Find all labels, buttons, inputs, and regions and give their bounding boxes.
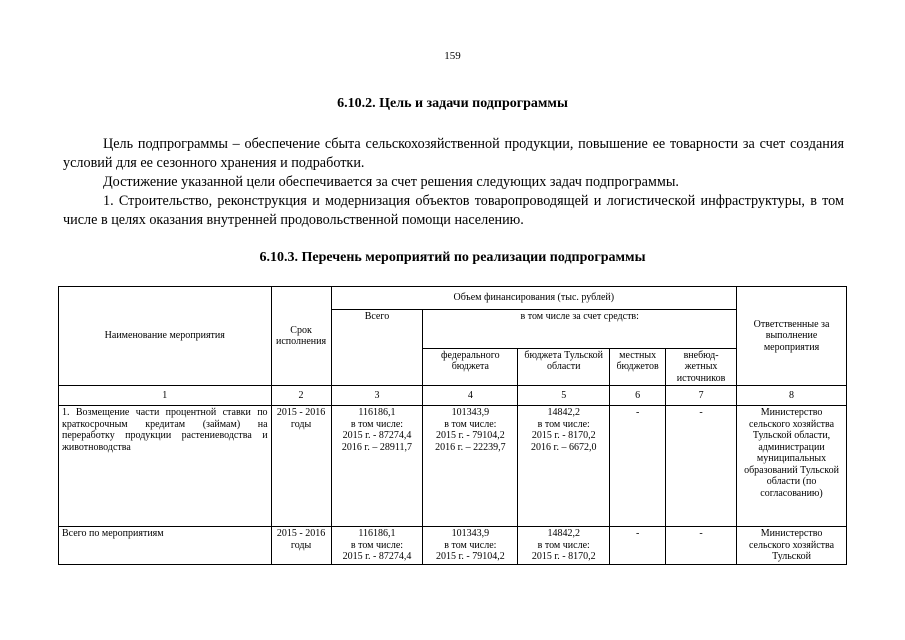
column-number: 7 — [666, 386, 737, 406]
row-total — [331, 406, 423, 527]
header-funding: Объем финансирования (тыс. рублей) — [331, 287, 737, 310]
row-regional — [518, 527, 610, 565]
row-term: 2015 - 2016 годы — [271, 527, 331, 565]
header-term: Срок исполнения — [271, 287, 331, 386]
header-federal: федерального бюджета — [423, 348, 518, 386]
value-line: 2015 г. - 87274,4 — [342, 551, 412, 562]
header-local: местных бюджетов — [610, 348, 666, 386]
value-line: в том числе: — [444, 418, 497, 430]
header-total: Всего — [331, 310, 423, 386]
value-line: 2015 г. - 87274,4 — [342, 430, 412, 441]
section-heading-events: 6.10.3. Перечень мероприятий по реализации подпрограммы — [259, 250, 646, 265]
column-number: 1 — [59, 386, 272, 406]
row-offbudget: - — [666, 527, 737, 565]
paragraph-task-1 — [63, 192, 844, 230]
value-line: 2015 г. - 8170,2 — [531, 551, 596, 562]
column-number: 2 — [271, 386, 331, 406]
value-line: 2016 г. – 6672,0 — [530, 441, 597, 453]
header-regional: бюджета Тульской области — [518, 348, 610, 386]
column-number: 5 — [518, 386, 610, 406]
row-responsible: Министерство сельского хозяйства Тульской — [737, 527, 847, 565]
column-number: 6 — [610, 386, 666, 406]
value-line: 14842,2 — [547, 407, 580, 418]
paragraph-task-1-text: 1. Строительство, реконструкция и модернизация объектов товаропроводящей и логистической инфраструктуры, в том числе в целях оказания внутренней продовольственной помощи населению. — [63, 193, 844, 228]
row-local: - — [610, 527, 666, 565]
header-including: в том числе за счет средств: — [423, 310, 737, 349]
paragraph-tasks-intro-text: Достижение указанной цели обеспечивается за счет решения следующих задач подпрограммы. — [103, 174, 679, 190]
value-line: в том числе: — [444, 539, 497, 551]
page-number: 159 — [444, 50, 461, 62]
row-federal — [423, 406, 518, 527]
table-header-row — [59, 287, 847, 310]
value-line: 101343,9 — [451, 528, 490, 539]
value-line: 2015 г. - 79104,2 — [435, 551, 505, 562]
value-line: 116186,1 — [358, 528, 396, 539]
row-responsible: Министерство сельского хозяйства Тульской области, администрации муниципальных образований Тульской области (по согласованию) — [737, 406, 847, 527]
header-offbudget: внебюд-жетных источников — [666, 348, 737, 386]
paragraph-tasks-intro — [63, 173, 844, 192]
table-row — [59, 406, 847, 527]
value-line: 2015 г. - 79104,2 — [435, 430, 505, 441]
column-number: 3 — [331, 386, 423, 406]
header-name: Наименование мероприятия — [59, 287, 272, 386]
value-line: 116186,1 — [358, 407, 396, 418]
row-local: - — [610, 406, 666, 527]
events-table — [58, 286, 847, 565]
row-federal — [423, 527, 518, 565]
value-line: в том числе: — [537, 418, 590, 430]
column-numbers-row — [59, 386, 847, 406]
header-responsible: Ответственные за выполнение мероприятия — [737, 287, 847, 386]
value-line: 2015 г. - 8170,2 — [531, 430, 596, 441]
value-line: 2016 г. – 22239,7 — [435, 441, 506, 453]
column-number: 8 — [737, 386, 847, 406]
value-line: в том числе: — [350, 418, 404, 430]
row-term: 2015 - 2016 годы — [271, 406, 331, 527]
value-line: 14842,2 — [547, 528, 580, 539]
section-heading-goals: 6.10.2. Цель и задачи подпрограммы — [337, 96, 568, 111]
value-line: 101343,9 — [451, 407, 490, 418]
row-name: 1. Возмещение части процентной ставки по краткосрочным кредитам (займам) на переработку продукции растениеводства и животноводства — [59, 406, 272, 527]
paragraph-goal — [63, 135, 844, 173]
row-offbudget: - — [666, 406, 737, 527]
table-row — [59, 527, 847, 565]
row-name: Всего по мероприятиям — [59, 527, 272, 565]
value-line: в том числе: — [350, 539, 404, 551]
column-number: 4 — [423, 386, 518, 406]
row-regional — [518, 406, 610, 527]
row-total — [331, 527, 423, 565]
value-line: в том числе: — [537, 539, 590, 551]
value-line: 2016 г. – 28911,7 — [341, 441, 413, 453]
paragraph-goal-text: Цель подпрограммы – обеспечение сбыта сельскохозяйственной продукции, повышение ее товарности за счет создания условий для ее сезонного хранения и подработки. — [63, 136, 844, 171]
